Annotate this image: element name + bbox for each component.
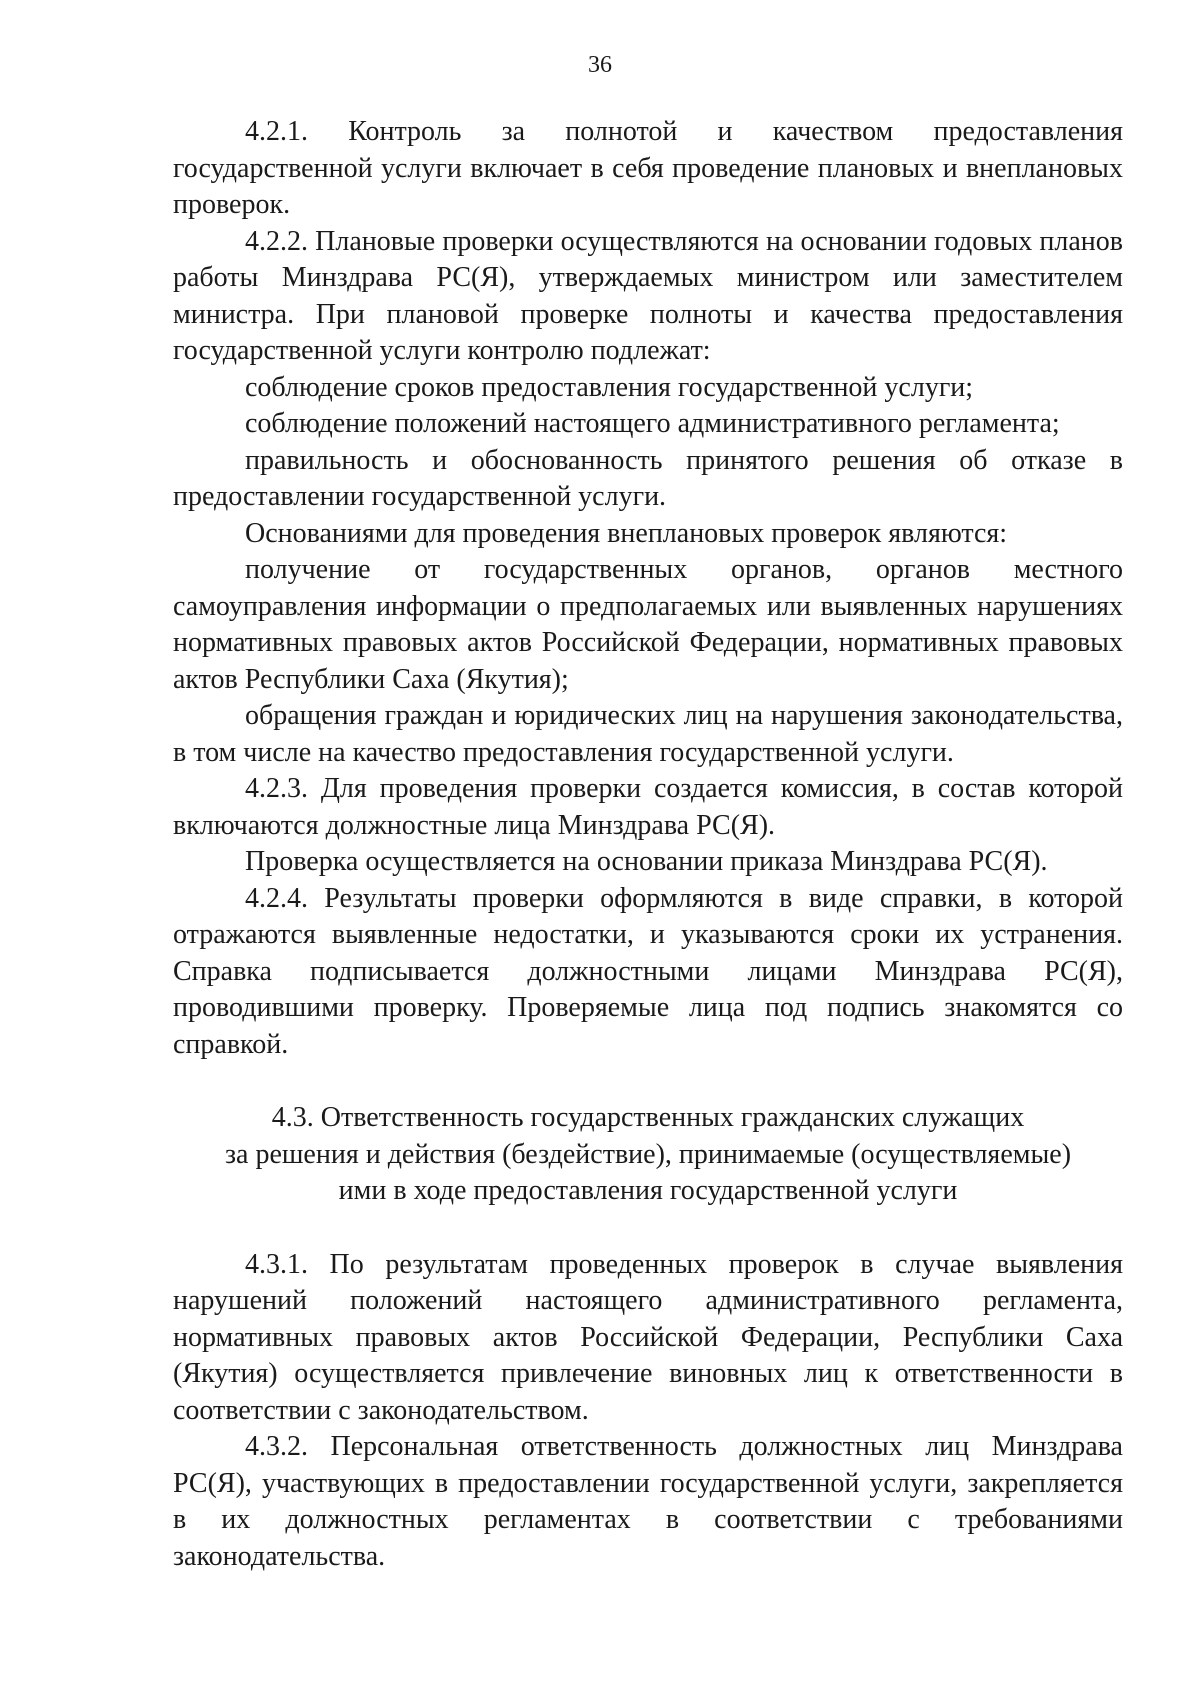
section-heading-line: ими в ходе предоставления государственной услуги	[338, 1175, 958, 1206]
paragraph-4-2-1: 4.2.1. Контроль за полнотой и качеством предоставления государственной услуги включает в себя проведение плановых и внеплановых проверок.	[173, 116, 1123, 220]
paragraph-4-3-1: 4.3.1. По результатам проведенных проверок в случае выявления нарушений положений настоящего административного регламента, нормативных правовых актов Российской Федерации, Республики Саха (Якутия) осуществляется привлечение виновных лиц к ответственности в соответствии с законодательством.	[173, 1248, 1123, 1426]
list-item-regulation-compliance: соблюдение положений настоящего административного регламента;	[245, 408, 1060, 439]
list-item-citizen-appeals: обращения граждан и юридических лиц на нарушения законодательства, в том числе на качество предоставления государственной услуги.	[173, 700, 1123, 768]
section-heading-line: 4.3. Ответственность государственных гражданских служащих	[271, 1102, 1025, 1133]
paragraph-4-2-2: 4.2.2. Плановые проверки осуществляются на основании годовых планов работы Минздрава РС(Я), утверждаемых министром или заместителем министра. При плановой проверке полноты и качества предоставления государственной услуги контролю подлежат:	[173, 225, 1123, 366]
paragraph-4-3-2: 4.3.2. Персональная ответственность должностных лиц Минздрава РС(Я), участвующих в предоставлении государственной услуги, закрепляется в их должностных регламентах в соответствии с требованиями законодательства.	[173, 1431, 1123, 1572]
document-body	[173, 114, 1123, 1575]
page-number: 36	[588, 52, 612, 78]
paragraph-unscheduled-grounds: Основаниями для проведения внеплановых проверок являются:	[245, 517, 1008, 549]
section-heading-4-3	[173, 1100, 1123, 1210]
list-item-refusal-validity: правильность и обоснованность принятого решения об отказе в предоставлении государственной услуги.	[173, 444, 1123, 512]
paragraph-inspection-order: Проверка осуществляется на основании приказа Минздрава РС(Я).	[245, 846, 1048, 877]
list-item-violation-information: получение от государственных органов, органов местного самоуправления информации о предполагаемых или выявленных нарушениях нормативных правовых актов Российской Федерации, нормативных правовых актов Республики Саха (Якутия);	[173, 554, 1123, 695]
paragraph-4-2-3: 4.2.3. Для проведения проверки создается комиссия, в состав которой включаются должностные лица Минздрава РС(Я).	[173, 773, 1123, 841]
section-heading-line: за решения и действия (бездействие), принимаемые (осуществляемые)	[224, 1138, 1072, 1170]
paragraph-4-2-4: 4.2.4. Результаты проверки оформляются в виде справки, в которой отражаются выявленные недостатки, и указываются сроки их устранения. Справка подписывается должностными лицами Минздрава РС(Я), проводившими проверку. Проверяемые лица под подпись знакомятся со справкой.	[173, 882, 1123, 1060]
list-item-deadlines: соблюдение сроков предоставления государственной услуги;	[245, 371, 974, 403]
